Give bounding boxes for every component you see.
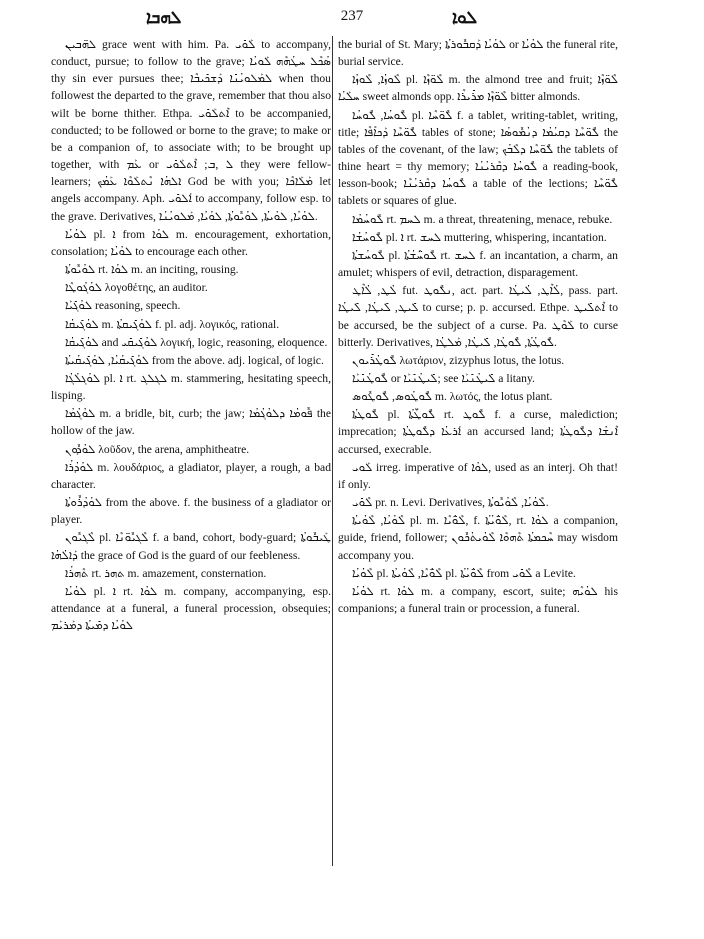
- column-divider: [332, 36, 333, 866]
- dictionary-entry: ܠܽܘܛܬܳܐ pl. ܠܽܘܛ̈ܳܬܳܐ rt. ܠܽܘܛ f. a curse, malediction; imprecation; ܐܰܪܥܳܐ ܕܠܽܘܛܬܳܐ an accursed land; ܐܶܢܫܳܐ ܕܠܽܘܛܬܳܐ accursed, execrable.: [338, 408, 619, 456]
- dictionary-entry: ܠܽܘܚܳܐ, ܠܽܘܚܳܐ pl. ܠܽܘ̈ܚܶܐ f. a tablet, writing-tablet, writing, title; ܠܽܘ̈ܚܶܐ ܕܰܟܐܺܦܶܐ tables of stone; ܠܽܘ̈ܚܶܐ ܕܩܝܳܡܳܐ ܕܢܳܡܽܘܣܳܐ the tables of the covenant, of the law; ܠܽܘ̈ܚܶܐ ܕܠܶܒܳܟ the tablets of thine heart = thy memory; ܠܽܘܚܳܐ ܕܩܶܪܝܳܢܳܐ a reading-book, lesson-book; ܠܽܘܚܳܐ ܕܩܶܪܝܳܢܶܐ a table of the lections; ܠܽܘ̈ܚܶܐ tablets or squares of glue.: [338, 108, 619, 208]
- dictionary-entry: ܠܽܘܛܳܘܣ, ܠܽܘܛܽܘܣ m. λωτός, the lotus plant.: [352, 390, 553, 404]
- dictionary-entry: ܠܶܘܳܝܳܐ, ܠܶܘܳܝܬܳܐ pl. m. ܠܶܘ̈ܳܝܶܐ, f. ܠܶܘ̈ܳܝܳܬܳܐ, rt. ܠܘܳܐ a companion, guide, friend, follower; ܚܶܟܡܬܳܐ ܬܶܗܘܶܐ ܠܶܘܳܝܬܳܟܽܘܢ may wisdom accompany you.: [338, 514, 619, 562]
- dictionary-entry: ܠܘܳܝܽܘܬܳܐ rt. ܠܘܳܐ m. an inciting, rousing.: [65, 263, 239, 277]
- dictionary-entry: the burial of St. Mary; ܠܘܳܝܳܐ ܕܰܩܒܽܘܪܬܳܐ or ܠܘܳܝܳܐ the funeral rite, burial service.: [338, 38, 618, 69]
- dictionary-entry: ܠܘܳܕܽܘܢ λοῦδον, the arena, amphitheatre.: [65, 442, 250, 456]
- right-column: [338, 36, 618, 618]
- running-head-right: ܠܘܐ: [452, 8, 478, 28]
- dictionary-entry: ܬܶܗܪܳܐ rt. ܬܗܪ m. amazement, consternation.: [65, 566, 267, 580]
- dictionary-entry: ܠܘܳܓܳܡܳܐ m. a bridle, bit, curb; the jaw; ܦܽܘܡܳܐ ܕܠܘܳܓܳܡܳܐ the hollow of the jaw.: [51, 407, 331, 438]
- dictionary-entry: ܠܗ̈ܒܝܢ grace went with him. Pa. ܠܰܘܺܝ to accompany, conduct, pursue; to follow to the grave; ܣܳܟܶܠ ܚܛܳܗܶܗ ܠܰܘܝܳܐ thy sin ever pursues thee; ܠܡܰܠܘܝܳܢܺܐ ܕܰܫܟܺܝܒܶܐ when thou followest the departed to the grave, remember that thou also wilt be borne thither. Ethpa. ܐܶܬܠܰܘܺܝ to be accompanied, conducted; to be followed or borne to the grave; to make or be a companion of, to associate with; to be brought up together, with ܥܰܡ or ܠ ,ܒ; ܐܶܬܠܰܘܺܝ they were fellow-learners; ܐܠܗܳܐ ܢܶܬܠܰܘܶܐ ܥܰܡܳܟ God be with you; ܡܰܠܰܐܟܶܐ let angels accompany. Aph. ܐܰܠܘܺܝ to accompany, follow esp. to the grave. Derivatives, ܠܘܳܝܳܐ, ܠܘܳܝܬܳܐ, ܠܘܳܝܽܘܬܳܐ, ܠܘܳܝܳܐ, ܡܰܠܘܝܳܢܳܐ.: [51, 38, 332, 223]
- dictionary-entry: ܠܘܳܓܺܝܰܐ reasoning, speech.: [65, 299, 181, 313]
- left-column: [51, 36, 331, 635]
- dictionary-entry: ܠܘܳܓܳܘܛܶܐ λογοθέτης, an auditor.: [65, 281, 208, 295]
- dictionary-entry: ܠܘܳܝܳܐ rt. ܠܘܳܐ m. a company, escort, suite; ܠܘܳܝܶܗ his companions; a funeral train or procession, a funeral.: [338, 584, 619, 615]
- dictionary-entry: ܠܰܘܝ irreg. imperative of ܠܘܳܐ, used as an interj. Oh that! if only.: [338, 460, 619, 491]
- dictionary-entry: ܠܘܳܕܳܪܳܐ m. λουδάριος, a gladiator, player, a rough, a bad character.: [51, 460, 331, 491]
- dictionary-entry: ܠܘܳܓܠܳܓܳܐ pl. ܐ rt. ܠܓܠܓ m. stammering, hesitating speech, lisping.: [51, 371, 332, 403]
- dictionary-entry: ܠܘܳܝܳܐ pl. ܐ from ܠܘܳܐ m. encouragement, exhortation, consolation; ܠܘܳܝܳܐ to encourage each other.: [51, 227, 331, 258]
- dictionary-entry: ܠܽܘܛܳܪܺܝܘܢ λωτάριον, zizyphus lotus, the lotus.: [352, 353, 565, 367]
- dictionary-entry: ܠܶܓܝܽܘܢ pl. ܠܶܓܝܽܘ̈ܢܶܐ f. a band, cohort, body-guard; ܛܰܝܒܽܘܬܳܐ ܕܰܐܠܳܗܳܐ the grace of God is the guard of our feebleness.: [51, 531, 331, 562]
- dictionary-entry: ܠܶܘܺܝ pr. n. Levi. Derivatives, ܠܶܘܳܝܳܐ, ܠܶܘܳܝܽܘܬܳܐ.: [352, 496, 549, 510]
- dictionary-entry: ܠܘܳܓܺܝܩܳܐ m. ܠܘܳܓܺܝܩܬܳܐ f. pl. adj. λογικός, rational.: [65, 317, 280, 331]
- dictionary-entry: ܠܽܘܚܳܫܳܐ pl. ܐ rt. ܠܚܫ muttering, whispering, incantation.: [352, 230, 607, 244]
- running-head-left: ܠܗܒܐ: [146, 8, 182, 28]
- dictionary-entry: ܠܳܛ, ܠܳܐܶܛ fut. ܢܠܽܘܛ, act. part. ܠܳܐܶܛ, ܠܳܝܛܳܐ, pass. part. ܠܺܝܛ, ܠܺܝܛܳܐ, ܠܺܝܛܳܐ to curse; p. p. accursed. Ethpe. ܐܶܬܠܺܝܛ to be accursed, be the subject of a curse. Pa. ܠܰܘܶܛ to curse bitterly. Derivatives, ܠܽܘܛܳܬܳܐ, ܠܽܘܛܳܐ, ܠܺܝܛܳܐ, ܡܰܠܛܳܐ.: [338, 284, 619, 349]
- dictionary-entry: ܠܽܘܚܳܡܳܐ rt. ܠܚܡ m. a threat, threatening, menace, rebuke.: [352, 212, 613, 226]
- dictionary-entry: ܠܘܳܕܳܪܽܘܬܳܐ from the above. f. the business of a gladiator or player.: [51, 496, 331, 527]
- dictionary-entry: ܠܘܳܓܺܝܩܳܐ and ܠܘܳܓܺܝܩܺܝ λογική, logic, reasoning, eloquence.: [65, 335, 328, 349]
- dictionary-entry: ܠܶܘܳܝܳܐ pl. ܠܶܘ̈ܳܝܶܐ, ܠܶܘܳܝܬܳܐ pl. ܠܶܘ̈ܳܝܳܬܳܐ from ܠܶܘܺܝ a Levite.: [352, 566, 576, 580]
- dictionary-entry: ܠܽܘܛܳܢܺܝܰܐ or ܠܺܝܛܳܢܺܝܰܐ; see ܠܺܝܛܳܢܺܝܰܐ a litany.: [352, 371, 535, 385]
- dictionary-entry: ܠܶܘܙܳܐ, ܠܶܘܙܳܐ pl. ܠܶܘ̈ܙܶܐ m. the almond tree and fruit; ܠܶܘ̈ܙܶܐ ܚܠܰܝܳܐ sweet almonds opp. ܠܶܘ̈ܙܶܐ ܡܪܺܝܪܶܐ bitter almonds.: [338, 73, 618, 104]
- page-header: [0, 0, 704, 40]
- dictionary-entry: ܠܘܳܓܺܝܩܳܝܳܐ, ܠܘܳܓܺܝܩܳܝܬܳܐ from the above. adj. logical, of logic.: [65, 353, 324, 367]
- dictionary-entry: ܠܽܘܚܳܫܬܳܐ pl. ܠܽܘܚܳ̈ܫܳܬܳܐ rt. ܠܚܫ f. an incantation, a charm, an amulet; whispers of evil, detraction, disparagement.: [338, 248, 618, 280]
- page-number: 237: [340, 8, 364, 24]
- dictionary-entry: ܠܘܳܝܳܐ pl. ܐ rt. ܠܘܳܐ m. company, accompanying, esp. attendance at a funeral, a funeral procession, obsequies; ܠܘܳܝܳܐ ܕܡܺܝܬܳܐ ܕܡܰܪܝܰܡ: [51, 584, 332, 633]
